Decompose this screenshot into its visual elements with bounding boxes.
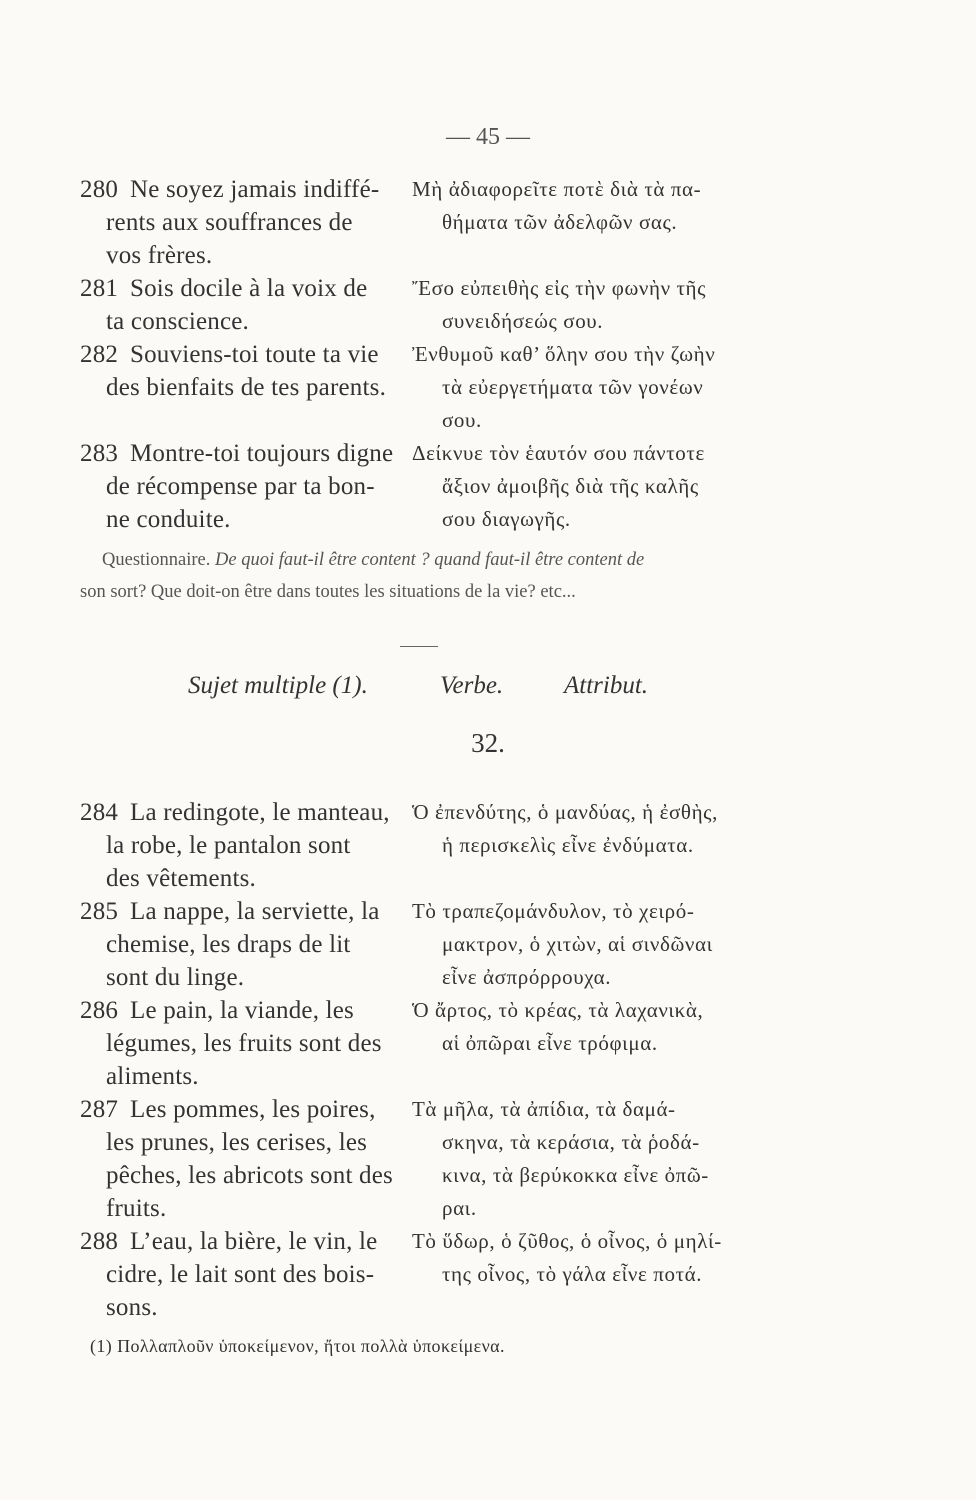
greek-line: σου διαγωγῆς. [442,507,571,531]
greek-line: εἶνε ἀσπρόρρουχα. [442,965,612,989]
greek-line: της οἶνος, τὸ γάλα εἶνε ποτά. [442,1262,703,1286]
french-line: La redingote, le manteau, [130,799,390,826]
french-line: Sois docile à la voix de [130,275,368,302]
french-line: chemise, les draps de lit [106,931,351,958]
greek-line: Τὰ μῆλα, τὰ ἀπίδια, τὰ δαμά- [412,1097,676,1121]
french-line: Ne soyez jamais indiffé- [130,176,380,203]
french-line: L’eau, la bière, le vin, le [130,1228,378,1255]
entry-288-french [80,1225,410,1324]
french-line: Le pain, la viande, les [130,997,354,1024]
greek-line: Δείκνυε τὸν ἑαυτόν σου πάντοτε [412,441,705,465]
questionnaire-text: De quoi faut-il être content ? quand faut-il être content de [215,550,645,570]
greek-line: σκηνα, τὰ κεράσια, τὰ ῥοδά- [442,1130,700,1154]
greek-line: Ὁ ἐπενδύτης, ὁ μανδύας, ἡ ἐσθὴς, [412,800,718,824]
entry-282-greek [412,338,792,437]
entry-280-french [80,173,410,272]
entry-number: 288 [80,1228,119,1255]
questionnaire-label: Questionnaire. [102,550,211,570]
french-line: des bienfaits de tes parents. [106,374,387,401]
entry-284-french [80,796,410,895]
french-line: pêches, les abricots sont des [106,1162,393,1189]
entry-number: 280 [80,176,119,203]
french-line: la robe, le pantalon sont [106,832,351,859]
greek-line: Ἐνθυμοῦ καθ’ ὅλην σου τὴν ζωὴν [412,342,716,366]
french-line: La nappe, la serviette, la [130,898,380,925]
entry-number: 286 [80,997,119,1024]
header-verb: Verbe. [440,672,504,699]
french-line: fruits. [106,1195,167,1222]
french-line: légumes, les fruits sont des [106,1030,382,1057]
greek-line: μακτρον, ὁ χιτὼν, αἱ σινδῶναι [442,932,713,956]
entry-number: 284 [80,799,119,826]
french-line: des vêtements. [106,865,256,892]
french-line: sons. [106,1294,158,1321]
entry-287-greek [412,1093,792,1225]
greek-line: αἱ ὀπῶραι εἶνε τρόφιμα. [442,1031,658,1055]
entry-number: 281 [80,275,119,302]
greek-line: ραι. [442,1196,477,1220]
greek-line: τὰ εὐεργετήματα τῶν γονέων [442,375,704,399]
questionnaire-line-1 [102,544,802,577]
french-line: Souviens-toi toute ta vie [130,341,379,368]
entry-283-french [80,437,410,536]
greek-line: Ἔσο εὐπειθὴς εἰς τὴν φωνὴν τῆς [412,276,707,300]
greek-line: Ὁ ἄρτος, τὸ κρέας, τὰ λαχανικὰ, [412,998,704,1022]
greek-line: κινα, τὰ βερύκοκκα εἶνε ὀπῶ- [442,1163,709,1187]
greek-line: ἡ περισκελὶς εἶνε ἐνδύματα. [442,833,694,857]
entry-281-greek [412,272,792,338]
french-line: aliments. [106,1063,199,1090]
page-number: — 45 — [446,124,530,150]
greek-line: Μὴ ἀδιαφορεῖτε ποτὲ διὰ τὰ πα- [412,177,702,201]
entry-287-french [80,1093,410,1225]
entry-number: 282 [80,341,119,368]
header-subject: Sujet multiple (1). [188,672,368,699]
french-line: ne conduite. [106,506,231,533]
french-line: de récompense par ta bon- [106,473,375,500]
entry-284-greek [412,796,792,862]
french-line: cidre, le lait sont des bois- [106,1261,375,1288]
entry-282-french [80,338,410,404]
questionnaire-line-2: son sort? Que doit-on être dans toutes les situations de la vie? etc... [80,582,576,602]
entry-286-greek [412,994,792,1060]
greek-line: ἄξιον ἀμοιβῆς διὰ τῆς καλῆς [442,474,699,498]
section-divider [400,646,438,647]
entry-288-greek [412,1225,792,1291]
entry-280-greek [412,173,792,239]
greek-line: θήματα τῶν ἀδελφῶν σας. [442,210,678,234]
entry-285-greek [412,895,792,994]
greek-line: σου. [442,408,482,432]
entry-285-french [80,895,410,994]
french-line: Montre-toi toujours digne [130,440,394,467]
french-line: vos frères. [106,242,213,269]
header-attribute: Attribut. [564,672,649,699]
greek-line: Τὸ τραπεζομάνδυλον, τὸ χειρό- [412,899,695,923]
section-number: 32. [471,728,505,758]
french-line: rents aux souffrances de [106,209,353,236]
french-line: ta conscience. [106,308,249,335]
entry-281-french [80,272,410,338]
entry-number: 285 [80,898,119,925]
greek-line: Τὸ ὕδωρ, ὁ ζῦθος, ὁ οἶνος, ὁ μηλί- [412,1229,722,1253]
greek-line: συνειδήσεώς σου. [442,309,604,333]
footnote: (1) Πολλαπλοῦν ὑποκείμενον, ἤτοι πολλὰ ὑποκείμενα. [90,1336,505,1356]
entry-number: 287 [80,1096,119,1123]
french-line: sont du linge. [106,964,245,991]
entry-283-greek [412,437,792,536]
french-line: les prunes, les cerises, les [106,1129,368,1156]
entry-number: 283 [80,440,119,467]
french-line: Les pommes, les poires, [130,1096,376,1123]
entry-286-french [80,994,410,1093]
